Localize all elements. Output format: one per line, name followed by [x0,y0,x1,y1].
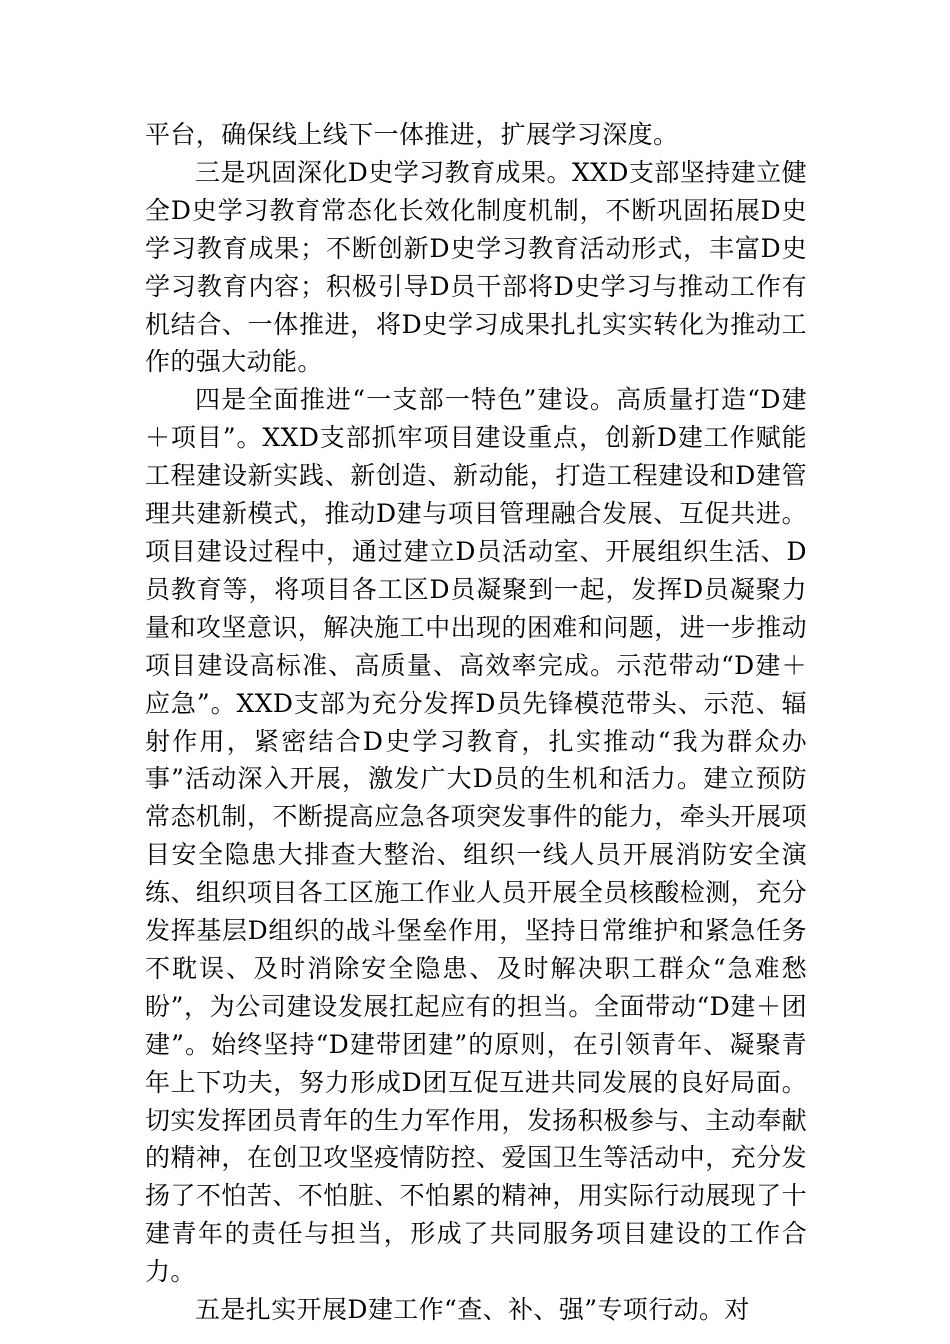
paragraph-continuation: 平台，确保线上线下一体推进，扩展学习深度。 [145,120,679,149]
paragraph-four: 四是全面推进“一支部一特色”建设。高质量打造“D建＋项目”。XXD支部抓牢项目建设重点，创新D建工作赋能工程建设新实践、新创造、新动能，打造工程建设和D建管理共建新模式，推动D建与项目管理融合发展、互促共进。项目建设过程中，通过建立D员活动室、开展组织生活、D员教育等，将项目各工区D员凝聚到一起，发挥D员凝聚力量和攻坚意识，解决施工中出现的困难和问题，进一步推动项目建设高标准、高质量、高效率完成。示范带动“D建＋应急”。XXD支部为充分发挥D员先锋模范带头、示范、辐射作用，紧密结合D史学习教育，扎实推动“我为群众办事”活动深入开展，激发广大D员的生机和活力。建立预防常态机制，不断提高应急各项突发事件的能力，牵头开展项目安全隐患大排查大整治、组织一线人员开展消防安全演练、组织项目各工区施工作业人员开展全员核酸检测，充分发挥基层D组织的战斗堡垒作用，坚持日常维护和紧急任务不耽误、及时消除安全隐患、及时解决职工群众“急难愁盼”，为公司建设发展扛起应有的担当。全面带动“D建＋团建”。始终坚持“D建带团建”的原则，在引领青年、凝聚青年上下功夫，努力形成D团互促互进共同发展的良好局面。切实发挥团员青年的生力军作用，发扬积极参与、主动奉献的精神，在创卫攻坚疫情防控、爱国卫生等活动中，充分发扬了不怕苦、不怕脏、不怕累的精神，用实际行动展现了十建青年的责任与担当，形成了共同服务项目建设的工作合力。 [145,385,807,1287]
paragraph-three: 三是巩固深化D史学习教育成果。XXD支部坚持建立健全D史学习教育常态化长效化制度机制，不断巩固拓展D史学习教育成果；不断创新D史学习教育活动形式，丰富D史学习教育内容；积极引导D员干部将D史学习与推动工作有机结合、一体推进，将D史学习成果扎扎实实转化为推动工作的强大动能。 [145,157,807,377]
document-page [145,116,807,1329]
paragraph-five: 五是扎实开展D建工作“查、补、强”专项行动。对 [195,1295,750,1325]
